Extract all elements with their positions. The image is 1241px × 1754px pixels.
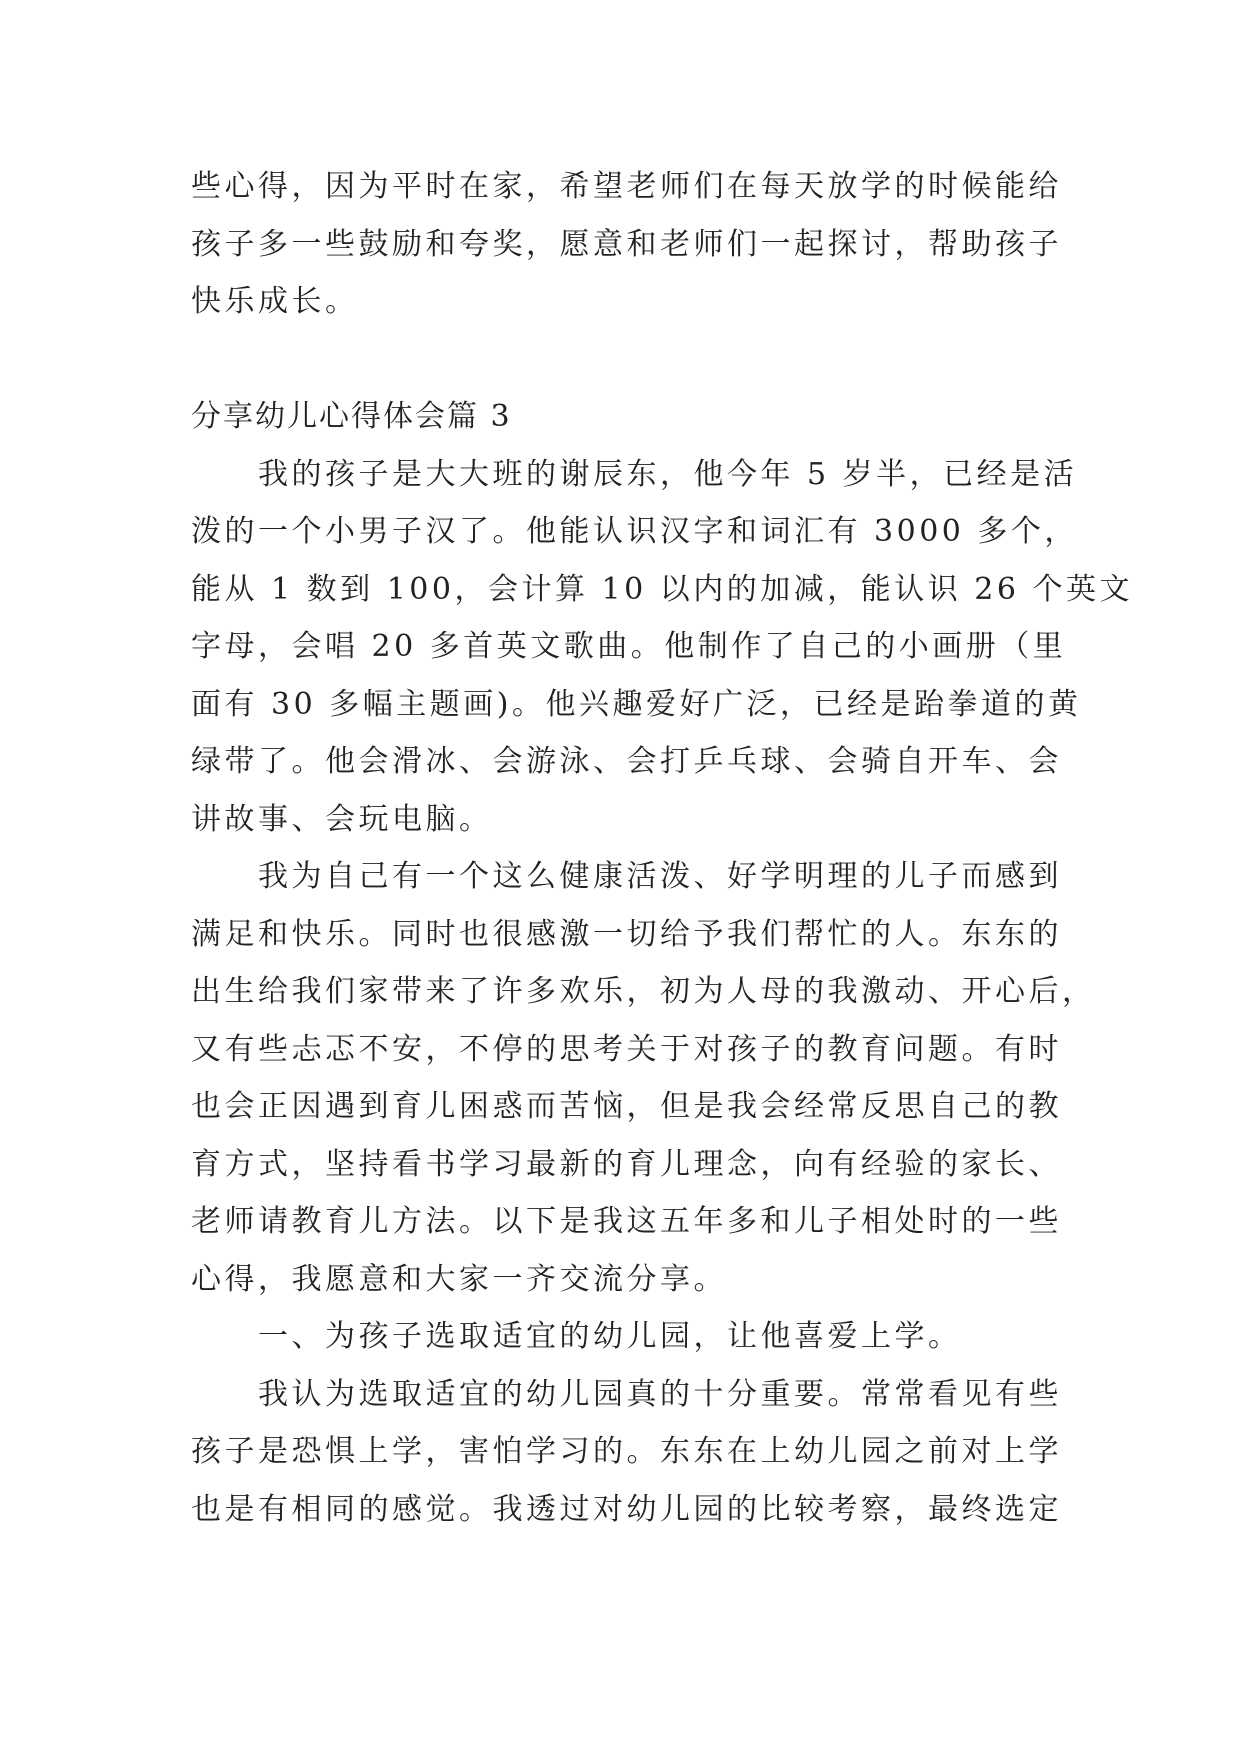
text-line: 育方式，坚持看书学习最新的育儿理念，向有经验的家长、 bbox=[191, 1146, 1062, 1182]
text-line: 泼的一个小男子汉了。他能认识汉字和词汇有 3000 多个， bbox=[191, 514, 1078, 549]
document-body bbox=[191, 158, 1133, 1538]
text-line: 能从 1 数到 100，会计算 10 以内的加减，能认识 26 个英文 bbox=[191, 571, 1133, 607]
text-line: 也会正因遇到育儿困惑而苦恼，但是我会经常反思自己的教 bbox=[191, 1089, 1062, 1124]
text-line: 心得，我愿意和大家一齐交流分享。 bbox=[191, 1261, 727, 1297]
text-line: 孩子多一些鼓励和夸奖，愿意和老师们一起探讨，帮助孩子 bbox=[191, 226, 1062, 262]
text-line: 字母，会唱 20 多首英文歌曲。他制作了自己的小画册（里 bbox=[191, 629, 1067, 664]
text-line: 我认为选取适宜的幼儿园真的十分重要。常常看见有些 bbox=[191, 1376, 1062, 1412]
text-line: 老师请教育儿方法。以下是我这五年多和儿子相处时的一些 bbox=[191, 1204, 1062, 1239]
text-line: 绿带了。他会滑冰、会游泳、会打乒乓球、会骑自开车、会 bbox=[191, 744, 1062, 779]
text-line: 讲故事、会玩电脑。 bbox=[191, 801, 493, 837]
text-line: 孩子是恐惧上学，害怕学习的。东东在上幼儿园之前对上学 bbox=[191, 1434, 1062, 1469]
text-line: 我的孩子是大大班的谢辰东，他今年 5 岁半，已经是活 bbox=[191, 456, 1078, 492]
text-line: 快乐成长。 bbox=[191, 284, 359, 319]
subheading: 一、为孩子选取适宜的幼儿园，让他喜爱上学。 bbox=[191, 1319, 962, 1354]
text-line: 面有 30 多幅主题画)。他兴趣爱好广泛，已经是跆拳道的黄 bbox=[191, 686, 1082, 722]
section-title: 分享幼儿心得体会篇 3 bbox=[191, 399, 512, 434]
blank-line bbox=[191, 331, 1061, 389]
text-line: 我为自己有一个这么健康活泼、好学明理的儿子而感到 bbox=[191, 859, 1062, 894]
text-line: 也是有相同的感觉。我透过对幼儿园的比较考察，最终选定 bbox=[191, 1491, 1062, 1527]
text-line: 出生给我们家带来了许多欢乐，初为人母的我激动、开心后， bbox=[191, 974, 1096, 1009]
text-line: 些心得，因为平时在家，希望老师们在每天放学的时候能给 bbox=[191, 169, 1062, 204]
text-line: 又有些忐忑不安，不停的思考关于对孩子的教育问题。有时 bbox=[191, 1031, 1062, 1067]
text-line: 满足和快乐。同时也很感激一切给予我们帮忙的人。东东的 bbox=[191, 916, 1062, 952]
